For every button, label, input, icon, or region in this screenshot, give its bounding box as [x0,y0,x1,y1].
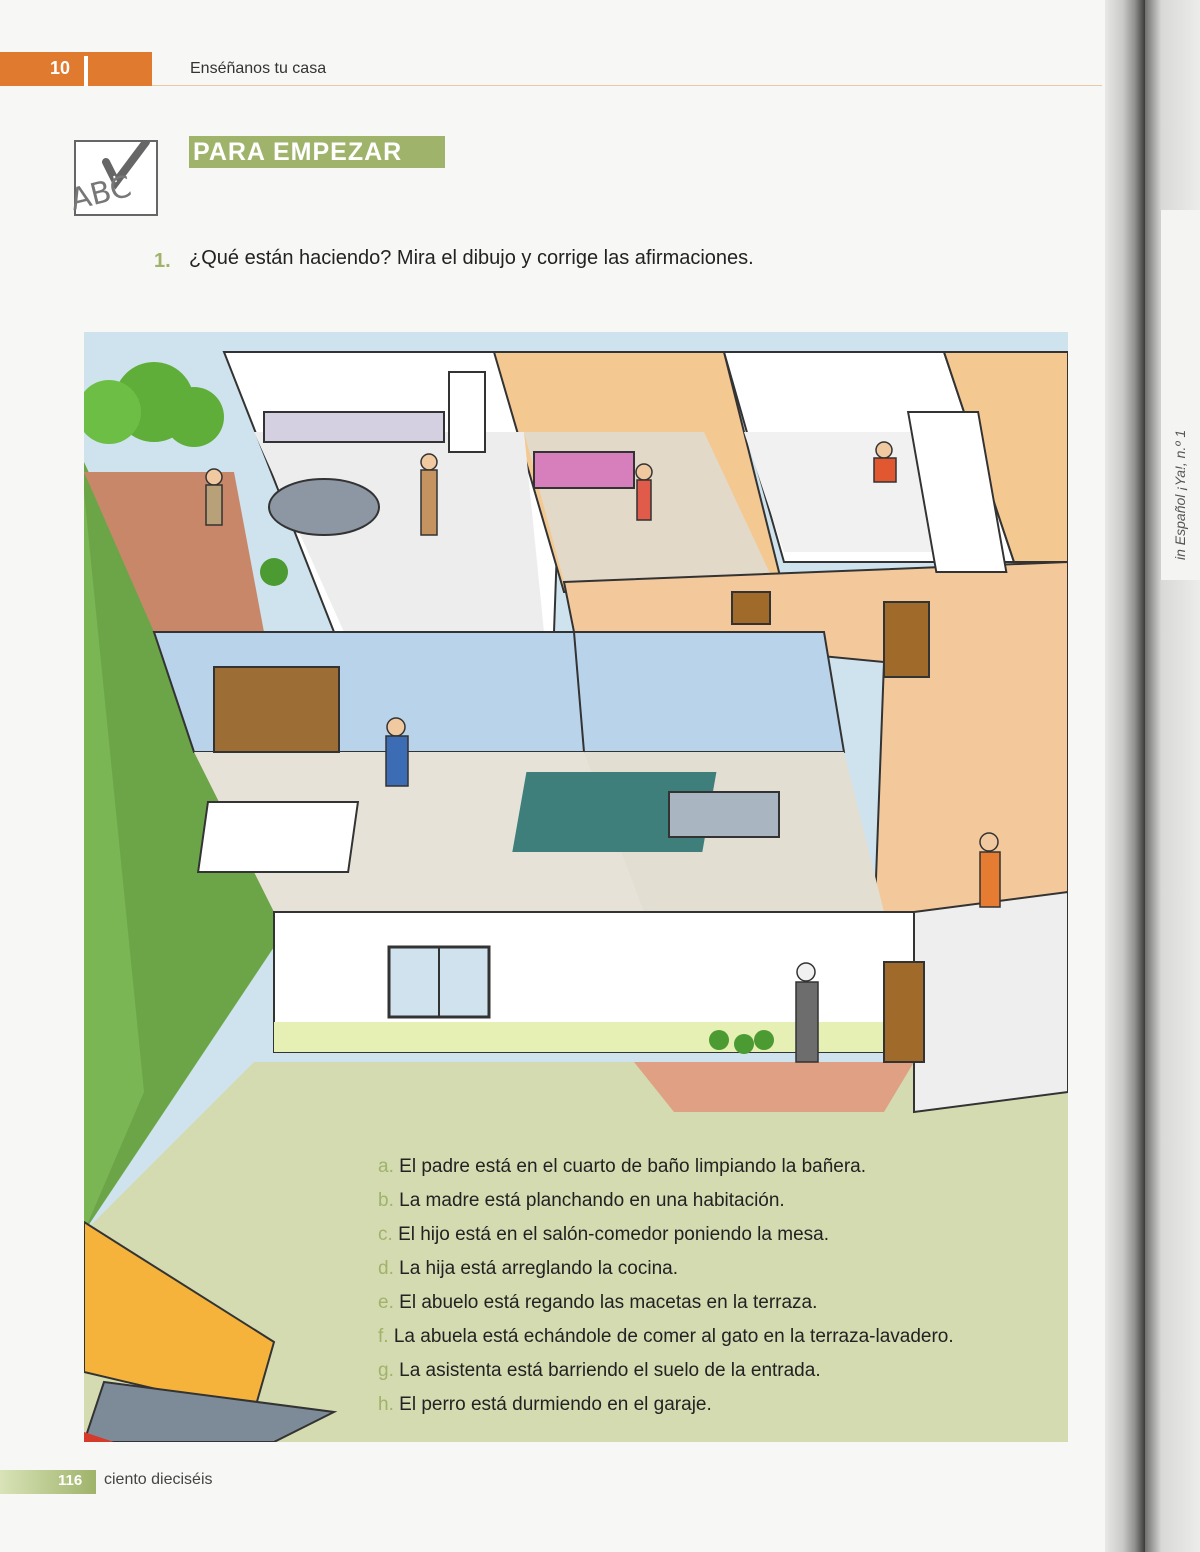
statement-letter: e. [378,1292,394,1313]
statement-letter: h. [378,1394,394,1415]
statement-letter: a. [378,1156,394,1177]
footer-page-words: ciento dieciséis [104,1471,213,1488]
statement-letter: b. [378,1190,394,1211]
section-title: PARA EMPEZAR [189,136,445,168]
header-separator [84,56,88,86]
statement-text: El perro está durmiendo en el garaje. [399,1394,712,1415]
statement-letter: f. [378,1326,389,1347]
abc-logo-text: ABC [66,169,135,218]
statement-item [378,1388,1068,1422]
statement-item [378,1150,1068,1184]
statement-text: El hijo está en el salón-comedor poniendo la mesa. [398,1224,829,1245]
statement-item [378,1354,1068,1388]
book-gutter [1105,0,1145,1552]
statement-list [378,1150,1068,1422]
header-rule [152,85,1102,86]
header-bar [0,52,152,86]
statement-item [378,1218,1068,1252]
statement-item [378,1184,1068,1218]
statement-text: La abuela está echándole de comer al gato en la terraza-lavadero. [393,1326,954,1347]
facing-page-side-text: in Español ¡Ya!, n.º 1 [1172,429,1188,560]
statement-text: El abuelo está regando las macetas en la terraza. [399,1292,818,1313]
statement-text: La hija está arreglando la cocina. [399,1258,678,1279]
statement-text: La madre está planchando en una habitación. [399,1190,785,1211]
statement-letter: g. [378,1360,394,1381]
statement-item [378,1252,1068,1286]
statement-item [378,1286,1068,1320]
exercise-instruction: ¿Qué están haciendo? Mira el dibujo y corrige las afirmaciones. [189,247,754,269]
statement-letter: c. [378,1224,393,1245]
statement-item [378,1320,1068,1354]
unit-title: Enséñanos tu casa [190,60,327,77]
exercise-number: 1. [154,250,171,272]
header-page-number: 10 [50,58,71,78]
footer-page-number: 116 [58,1472,83,1489]
statement-text: El padre está en el cuarto de baño limpiando la bañera. [399,1156,867,1177]
statement-letter: d. [378,1258,394,1279]
statement-text: La asistenta está barriendo el suelo de la entrada. [399,1360,821,1381]
